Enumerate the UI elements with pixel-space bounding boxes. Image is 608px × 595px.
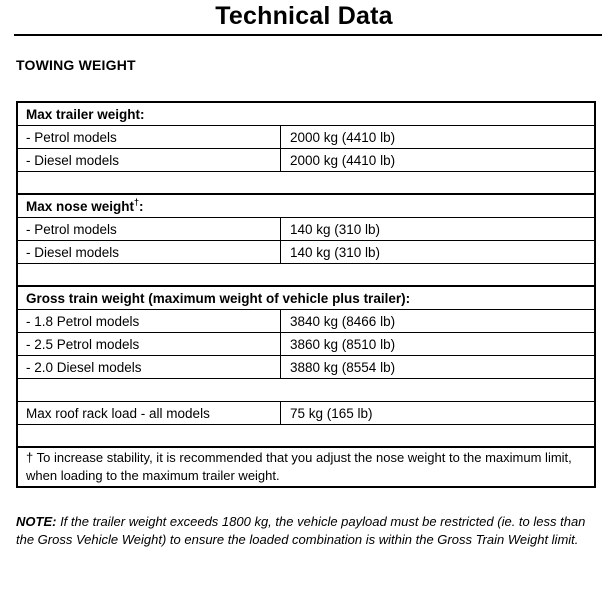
table-row bbox=[18, 241, 594, 264]
row-value: 3840 kg (8466 lb) bbox=[280, 310, 395, 332]
section-heading: TOWING WEIGHT bbox=[16, 57, 136, 73]
note-text: If the trailer weight exceeds 1800 kg, the vehicle payload must be restricted (ie. to less than the Gross Vehicle Weight) to ensure the loaded combination is within the Gross Train Weight limit. bbox=[16, 514, 586, 547]
row-value: 3860 kg (8510 lb) bbox=[280, 333, 395, 355]
gross-train-weight-header: Gross train weight (maximum weight of vehicle plus trailer): bbox=[18, 287, 594, 310]
row-label: Max roof rack load - all models bbox=[26, 406, 210, 421]
spacer-row bbox=[18, 264, 594, 287]
row-label: - 2.5 Petrol models bbox=[26, 337, 140, 352]
row-value: 140 kg (310 lb) bbox=[280, 241, 380, 263]
row-value: 2000 kg (4410 lb) bbox=[280, 149, 395, 171]
row-label: - Petrol models bbox=[26, 130, 117, 145]
row-value: 3880 kg (8554 lb) bbox=[280, 356, 395, 378]
nose-weight-header-text: Max nose weight bbox=[26, 199, 135, 214]
title-divider bbox=[14, 34, 602, 36]
page-title: Technical Data bbox=[215, 2, 393, 30]
towing-weight-table bbox=[16, 101, 596, 488]
row-label: - 2.0 Diesel models bbox=[26, 360, 142, 375]
row-label: - Diesel models bbox=[26, 245, 120, 260]
note-paragraph bbox=[16, 513, 604, 549]
spacer-row bbox=[18, 379, 594, 402]
table-row bbox=[18, 126, 594, 149]
nose-weight-header-colon: : bbox=[139, 199, 144, 214]
table-row bbox=[18, 310, 594, 333]
row-value: 2000 kg (4410 lb) bbox=[280, 126, 395, 148]
row-label: - Diesel models bbox=[26, 153, 120, 168]
footnote-mark: † bbox=[134, 197, 140, 207]
table-row bbox=[18, 356, 594, 379]
row-value: 75 kg (165 lb) bbox=[280, 402, 373, 424]
spacer-row bbox=[18, 172, 594, 195]
table-row bbox=[18, 218, 594, 241]
roof-rack-row bbox=[18, 402, 594, 425]
nose-weight-header bbox=[18, 195, 594, 218]
trailer-weight-header: Max trailer weight: bbox=[18, 103, 594, 126]
spacer-row bbox=[18, 425, 594, 448]
note-label: NOTE: bbox=[16, 514, 57, 529]
row-label: - 1.8 Petrol models bbox=[26, 314, 140, 329]
table-row bbox=[18, 333, 594, 356]
table-footnote: † To increase stability, it is recommended that you adjust the nose weight to the maximum limit, when loading to the maximum trailer weight. bbox=[26, 450, 572, 483]
row-label: - Petrol models bbox=[26, 222, 117, 237]
row-value: 140 kg (310 lb) bbox=[280, 218, 380, 240]
table-row bbox=[18, 149, 594, 172]
